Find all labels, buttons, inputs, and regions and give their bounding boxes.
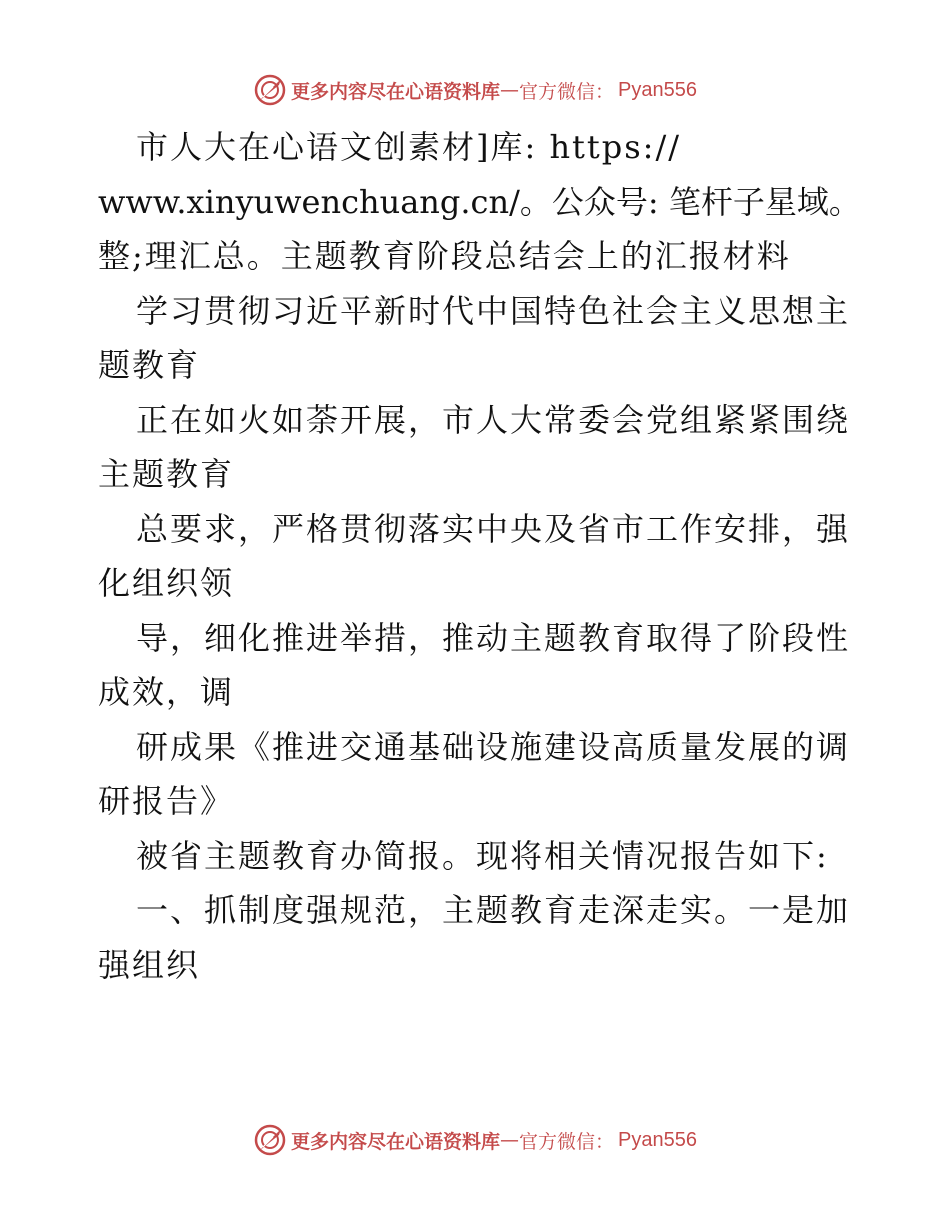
header-wechat-id: Pyan556 — [618, 78, 697, 101]
brand-logo-icon — [253, 73, 287, 107]
header-separator: — — [500, 79, 520, 101]
footer-separator: — — [500, 1129, 520, 1151]
brand-logo-icon — [253, 1123, 287, 1157]
body-line: 研成果《推进交通基础设施建设高质量发展的调 — [136, 727, 851, 766]
body-line: 市人大在心语文创素材]库: https:// — [136, 128, 682, 166]
body-line: 一、抓制度强规范，主题教育走深走实。一是加 — [136, 891, 851, 929]
body-line: 主题教育 — [98, 455, 235, 493]
body-line: 被省主题教育办简报。现将相关情况报告如下: — [136, 836, 829, 875]
footer-wechat-id: Pyan556 — [618, 1128, 697, 1151]
header-brand-text: 更多内容尽在心语资料库 — [291, 80, 501, 103]
body-line: 总要求，严格贯彻落实中央及省市工作安排，强 — [136, 509, 851, 548]
body-line: 强组织 — [98, 945, 201, 984]
body-line: www.xinyuwenchuang.cn/。公众号: 笔杆子星域。 — [98, 182, 861, 221]
header-banner — [0, 70, 950, 110]
body-line: 导，细化推进举措，推动主题教育取得了阶段性 — [136, 618, 851, 657]
body-line: 正在如火如荼开展，市人大常委会党组紧紧围绕 — [136, 400, 851, 439]
header-official-label: 官方微信： — [519, 80, 615, 103]
body-line: 学习贯彻习近平新时代中国特色社会主义思想主 — [136, 291, 851, 330]
body-line: 研报告》 — [98, 782, 235, 820]
footer-brand-text: 更多内容尽在心语资料库 — [291, 1130, 501, 1153]
document-body — [98, 120, 861, 992]
body-line: 题教育 — [98, 346, 201, 384]
body-line: 整;理汇总。主题教育阶段总结会上的汇报材料 — [98, 237, 791, 275]
body-line: 成效，调 — [98, 673, 235, 711]
body-line: 化组织领 — [98, 564, 235, 602]
footer-banner — [0, 1120, 950, 1160]
footer-official-label: 官方微信： — [519, 1130, 615, 1153]
